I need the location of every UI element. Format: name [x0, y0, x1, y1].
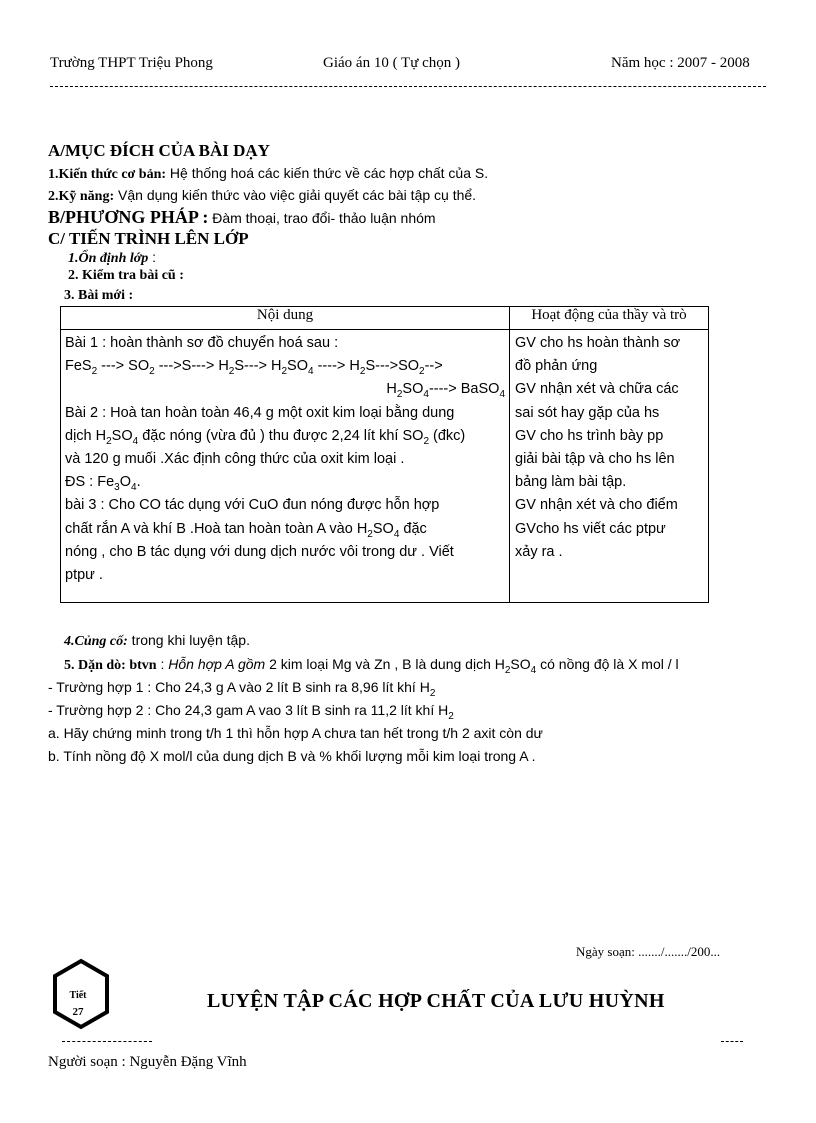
knowledge-text: Hệ thống hoá các kiến thức về các hợp chất của S. — [166, 165, 489, 181]
col-content-header: Nội dung — [61, 307, 510, 330]
tiet-number: 27 — [72, 1006, 84, 1018]
section-4-line — [64, 632, 250, 650]
author-line: Người soạn : Nguyễn Đặng Vĩnh — [48, 1054, 247, 1070]
activity-line: GV nhận xét và cho điểm — [515, 497, 678, 514]
skills-line — [48, 187, 476, 205]
bai3-line2: chất rắn A và khí B .Hoà tan hoàn toàn A vào $H_2SO_4$ đặc — [65, 520, 427, 540]
col-activity-header: Hoạt động của thầy và trò — [510, 307, 709, 330]
activity-line: sai sót hay gặp của hs — [515, 404, 660, 421]
step1-suffix: : — [148, 249, 157, 265]
activity-line: GVcho hs viết các ptpư — [515, 520, 666, 537]
bai1-chain-line2: $H_2SO_4---->$ BaSO$_4$ — [386, 381, 505, 401]
knowledge-line — [48, 165, 488, 183]
activity-line: bảng làm bài tập. — [515, 474, 627, 491]
tiet-label: Tiết — [69, 990, 87, 1001]
activity-cell — [510, 330, 709, 603]
bai2-line2: dịch $H_2SO_4$ đặc nóng (vừa đủ ) thu được 2,24 lít khí $SO_2$ (đkc) — [65, 427, 466, 447]
bai2-line1: Bài 2 : Hoà tan hoàn toàn 46,4 g một oxit kim loại bằng dung — [65, 404, 455, 421]
header-year: Năm học : 2007 - 2008 — [611, 55, 750, 71]
header-lesson-plan: Giáo án 10 ( Tự chọn ) — [323, 55, 460, 71]
footer-divider-right — [721, 1041, 743, 1042]
bai2-answer: ĐS : $Fe_3O_4$. — [65, 474, 141, 494]
step2-label: 2. Kiểm tra bài cũ : — [68, 268, 184, 283]
bai1-chain-line1: FeS$_2$ ---> $SO_2$ $--->S---> H_2S---> H_2SO_4$ ----> $H_2S--->SO_2-->$ — [65, 358, 443, 378]
section-b-title: B/PHƯƠNG PHÁP : — [48, 207, 209, 227]
section-4-text: trong khi luyện tập. — [127, 632, 250, 648]
step3-label: 3. Bài mới : — [64, 288, 134, 303]
bai3-line4: ptpư . — [65, 567, 103, 584]
date-line: Ngày soạn: ......./......./200... — [576, 944, 721, 959]
table-row — [61, 330, 709, 603]
section-5-label: 5. Dặn dò: btvn — [64, 658, 157, 673]
bai3-line1: bài 3 : Cho CO tác dụng với CuO đun nóng được hỗn hợp — [65, 497, 440, 514]
part-b-line: b. Tính nồng độ X mol/l của dung dịch B và % khối lượng mỗi kim loại trong A . — [48, 748, 536, 764]
section-5-line: 5. Dặn dò: btvn : Hỗn hợp A gồm 2 kim loại Mg và Zn , B là dung dịch $H_2SO_4$ có nồng độ là X mol / l — [64, 656, 679, 676]
activity-line: đồ phản ứng — [515, 358, 598, 375]
step1-line — [68, 249, 156, 267]
knowledge-label: 1.Kiến thức cơ bản: — [48, 167, 167, 182]
section-b-line — [48, 207, 436, 228]
lesson-title: LUYỆN TẬP CÁC HỢP CHẤT CỦA LƯU HUỲNH — [207, 990, 665, 1012]
lesson-table — [60, 306, 709, 603]
case2-line: - Trường hợp 2 : Cho 24,3 gam A vao 3 lít B sinh ra 11,2 lít khí $H_2$ — [48, 702, 454, 722]
section-4-label: 4.Củng cố: — [64, 634, 128, 649]
part-a-line: a. Hãy chứng minh trong t/h 1 thì hỗn hợp A chưa tan hết trong t/h 2 axit còn dư — [48, 725, 543, 741]
header-divider — [50, 86, 766, 87]
section-b-text: Đàm thoại, trao đổi- thảo luận nhóm — [208, 210, 436, 226]
case1-line: - Trường hợp 1 : Cho 24,3 g A vào 2 lít B sinh ra 8,96 lít khí $H_2$ — [48, 679, 436, 699]
footer-divider-left — [62, 1041, 152, 1042]
content-cell — [61, 330, 510, 603]
bai3-line3: nóng , cho B tác dụng với dung dịch nước vôi trong dư . Viết — [65, 543, 454, 560]
header-school: Trường THPT Triệu Phong — [50, 55, 213, 71]
section-c-title: C/ TIẾN TRÌNH LÊN LỚP — [48, 229, 249, 248]
table-header-row — [61, 307, 709, 330]
activity-line: GV cho hs hoàn thành sơ — [515, 335, 681, 351]
section-a-title: A/MỤC ĐÍCH CỦA BÀI DẠY — [48, 141, 270, 160]
activity-line: GV cho hs trình bày pp — [515, 427, 664, 444]
step1-label: 1.Ổn định lớp — [68, 251, 149, 266]
bai2-line3: và 120 g muối .Xác định công thức của oxit kim loại . — [65, 451, 405, 468]
skills-text: Vận dụng kiến thức vào việc giải quyết các bài tập cụ thể. — [114, 187, 477, 203]
bai1-title: Bài 1 : hoàn thành sơ đồ chuyển hoá sau : — [65, 335, 339, 351]
skills-label: 2.Kỹ năng: — [48, 189, 115, 204]
activity-line: giải bài tập và cho hs lên — [515, 451, 675, 468]
activity-line: xảy ra . — [515, 543, 563, 560]
activity-line: GV nhận xét và chữa các — [515, 381, 679, 398]
